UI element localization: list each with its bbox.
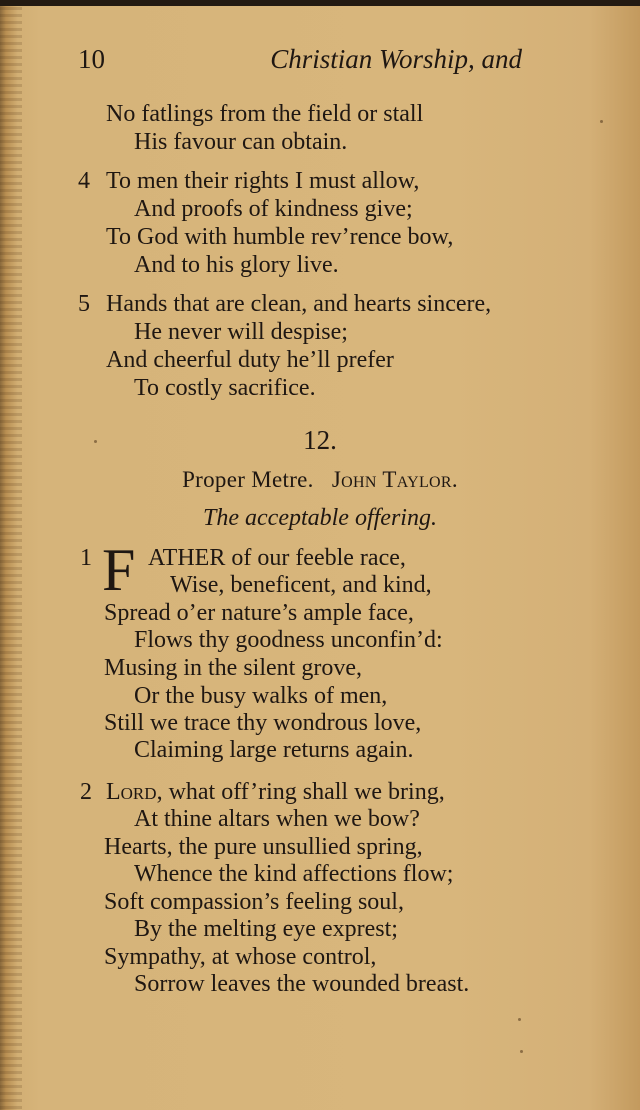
verse-line: ATHER of our feeble race, (148, 545, 406, 571)
verse-number: 1 (80, 545, 92, 571)
verse-line: By the melting eye exprest; (134, 916, 398, 942)
verse-line: Spread o’er nature’s ample face, (104, 600, 414, 626)
page-top-edge (0, 0, 640, 6)
verse-line-rest: , what off’ring shall we bring, (156, 779, 445, 805)
verse-line: Musing in the silent grove, (104, 655, 362, 681)
verse-line: Whence the kind affections flow; (134, 861, 454, 887)
verse-line: And cheerful duty he’ll prefer (106, 347, 394, 373)
verse-number: 4 (78, 168, 90, 194)
hymn-author: John Taylor. (331, 467, 458, 492)
verse-line (106, 779, 445, 807)
verse-line: Soft compassion’s feeling soul, (104, 889, 404, 915)
verse-line: And to his glory live. (134, 252, 339, 278)
page-number: 10 (78, 44, 105, 74)
verse-line: He never will despise; (134, 319, 348, 345)
paper-speck (600, 120, 603, 123)
hymn-metre-line (0, 467, 640, 493)
verse-line: Claiming large returns again. (134, 737, 414, 763)
verse-line: Sympathy, at whose control, (104, 944, 377, 970)
paper-speck (520, 1050, 523, 1053)
paper-speck (518, 1018, 521, 1021)
verse-number: 2 (80, 779, 92, 805)
verse-line: Hearts, the pure unsullied spring, (104, 834, 423, 860)
paper-speck (94, 440, 97, 443)
verse-number: 5 (78, 291, 90, 317)
hymn-title: The acceptable offering. (203, 505, 437, 531)
verse-line: Still we trace thy wondrous love, (104, 710, 422, 736)
verse-line: And proofs of kindness give; (134, 196, 413, 222)
verse-line: To costly sacrifice. (134, 375, 316, 401)
verse-line: Sorrow leaves the wounded breast. (134, 971, 470, 997)
verse-line: To men their rights I must allow, (106, 168, 420, 194)
hymn-number: 12. (303, 425, 337, 455)
verse-line: Or the busy walks of men, (134, 683, 388, 709)
lord-word: Lord (106, 779, 157, 805)
verse-line: To God with humble rev’rence bow, (106, 224, 454, 250)
verse-line: Flows thy goodness unconfin’d: (134, 627, 443, 653)
verse-line: No fatlings from the field or stall (106, 101, 424, 127)
verse-line: Hands that are clean, and hearts sincere, (106, 291, 492, 317)
hymn-metre: Proper Metre. (182, 467, 314, 492)
verse-line: At thine altars when we bow? (134, 806, 420, 832)
drop-cap: F (102, 537, 136, 603)
running-title: Christian Worship, and (270, 44, 522, 74)
verse-line: Wise, beneficent, and kind, (170, 572, 432, 598)
verse-line: His favour can obtain. (134, 129, 348, 155)
